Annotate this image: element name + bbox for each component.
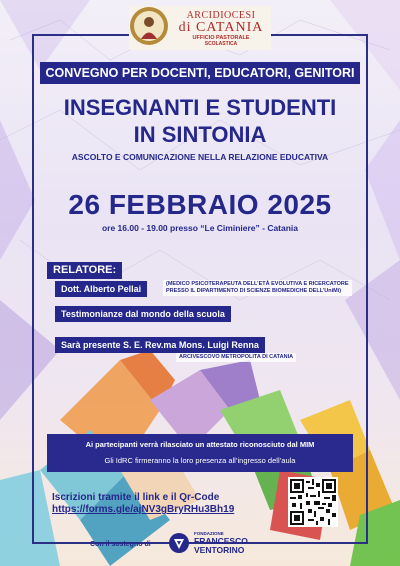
diocese-seal-icon [129, 6, 169, 46]
testimonials-label: Testimonianze dal mondo della scuola [55, 306, 231, 322]
diocese-logo [129, 6, 271, 50]
guest-label: Sarà presente S. E. Rev.ma Mons. Luigi Renna [55, 337, 265, 353]
title-line-2: IN SINTONIA [133, 122, 267, 147]
title-line-1: INSEGNANTI E STUDENTI [63, 95, 337, 120]
certificate-line-1: Ai partecipanti verrà rilasciato un attestato riconosciuto dal MIM [85, 440, 315, 449]
fondazione-small-label: FONDAZIONE [194, 531, 224, 536]
office-line-2: SCOLASTICA [204, 41, 238, 47]
diocese-line-2: di CATANIA [178, 20, 264, 35]
event-subtitle: ASCOLTO E COMUNICAZIONE NELLA RELAZIONE EDUCATIVA [71, 152, 329, 162]
speaker-credentials-line-1: (MEDICO PSICOTERAPEUTA DELL’ETÀ EVOLUTIVA E RICERCATORE [166, 281, 349, 287]
speaker-label: RELATORE: [47, 262, 122, 279]
registration-link[interactable]: https://forms.gle/ajNV3gBryRHu3Bh19 [52, 504, 235, 515]
support-text: Con il sostegno di [90, 541, 151, 548]
office-line-1: UFFICIO PASTORALE [192, 35, 250, 41]
event-date: 26 FEBBRAIO 2025 [68, 189, 332, 220]
speaker-name: Dott. Alberto Pellai [55, 281, 147, 297]
fondazione-logo-icon [168, 532, 190, 554]
guest-title-text: ARCIVESCOVO METROPOLITA DI CATANIA [176, 353, 296, 362]
certificate-line-2: Gli IdRC firmeranno la loro presenza all’ingresso dell’aula [104, 456, 296, 465]
fondazione-name-line-1: FRANCESCO [194, 536, 248, 546]
event-title [40, 94, 360, 148]
certificate-bar [47, 434, 353, 472]
diocese-name [171, 10, 271, 47]
guest-title [176, 353, 296, 362]
registration-text: Iscrizioni tramite il link e il Qr-Code [52, 492, 220, 503]
qr-code-icon[interactable] [288, 477, 338, 527]
diocese-line-1: ARCIDIOCESI [186, 10, 256, 21]
audience-banner: CONVEGNO PER DOCENTI, EDUCATORI, GENITORI [40, 62, 360, 84]
speaker-credentials [163, 280, 352, 296]
fondazione-name-line-2: VENTORINO [194, 545, 245, 555]
speaker-credentials-line-2: PRESSO IL DIPARTIMENTO DI SCIENZE BIOMEDICHE DELL’UniMi) [166, 288, 342, 294]
fondazione-logo [168, 530, 258, 556]
event-time-place: ore 16.00 - 19.00 presso “Le Ciminiere” - Catania [101, 223, 299, 233]
